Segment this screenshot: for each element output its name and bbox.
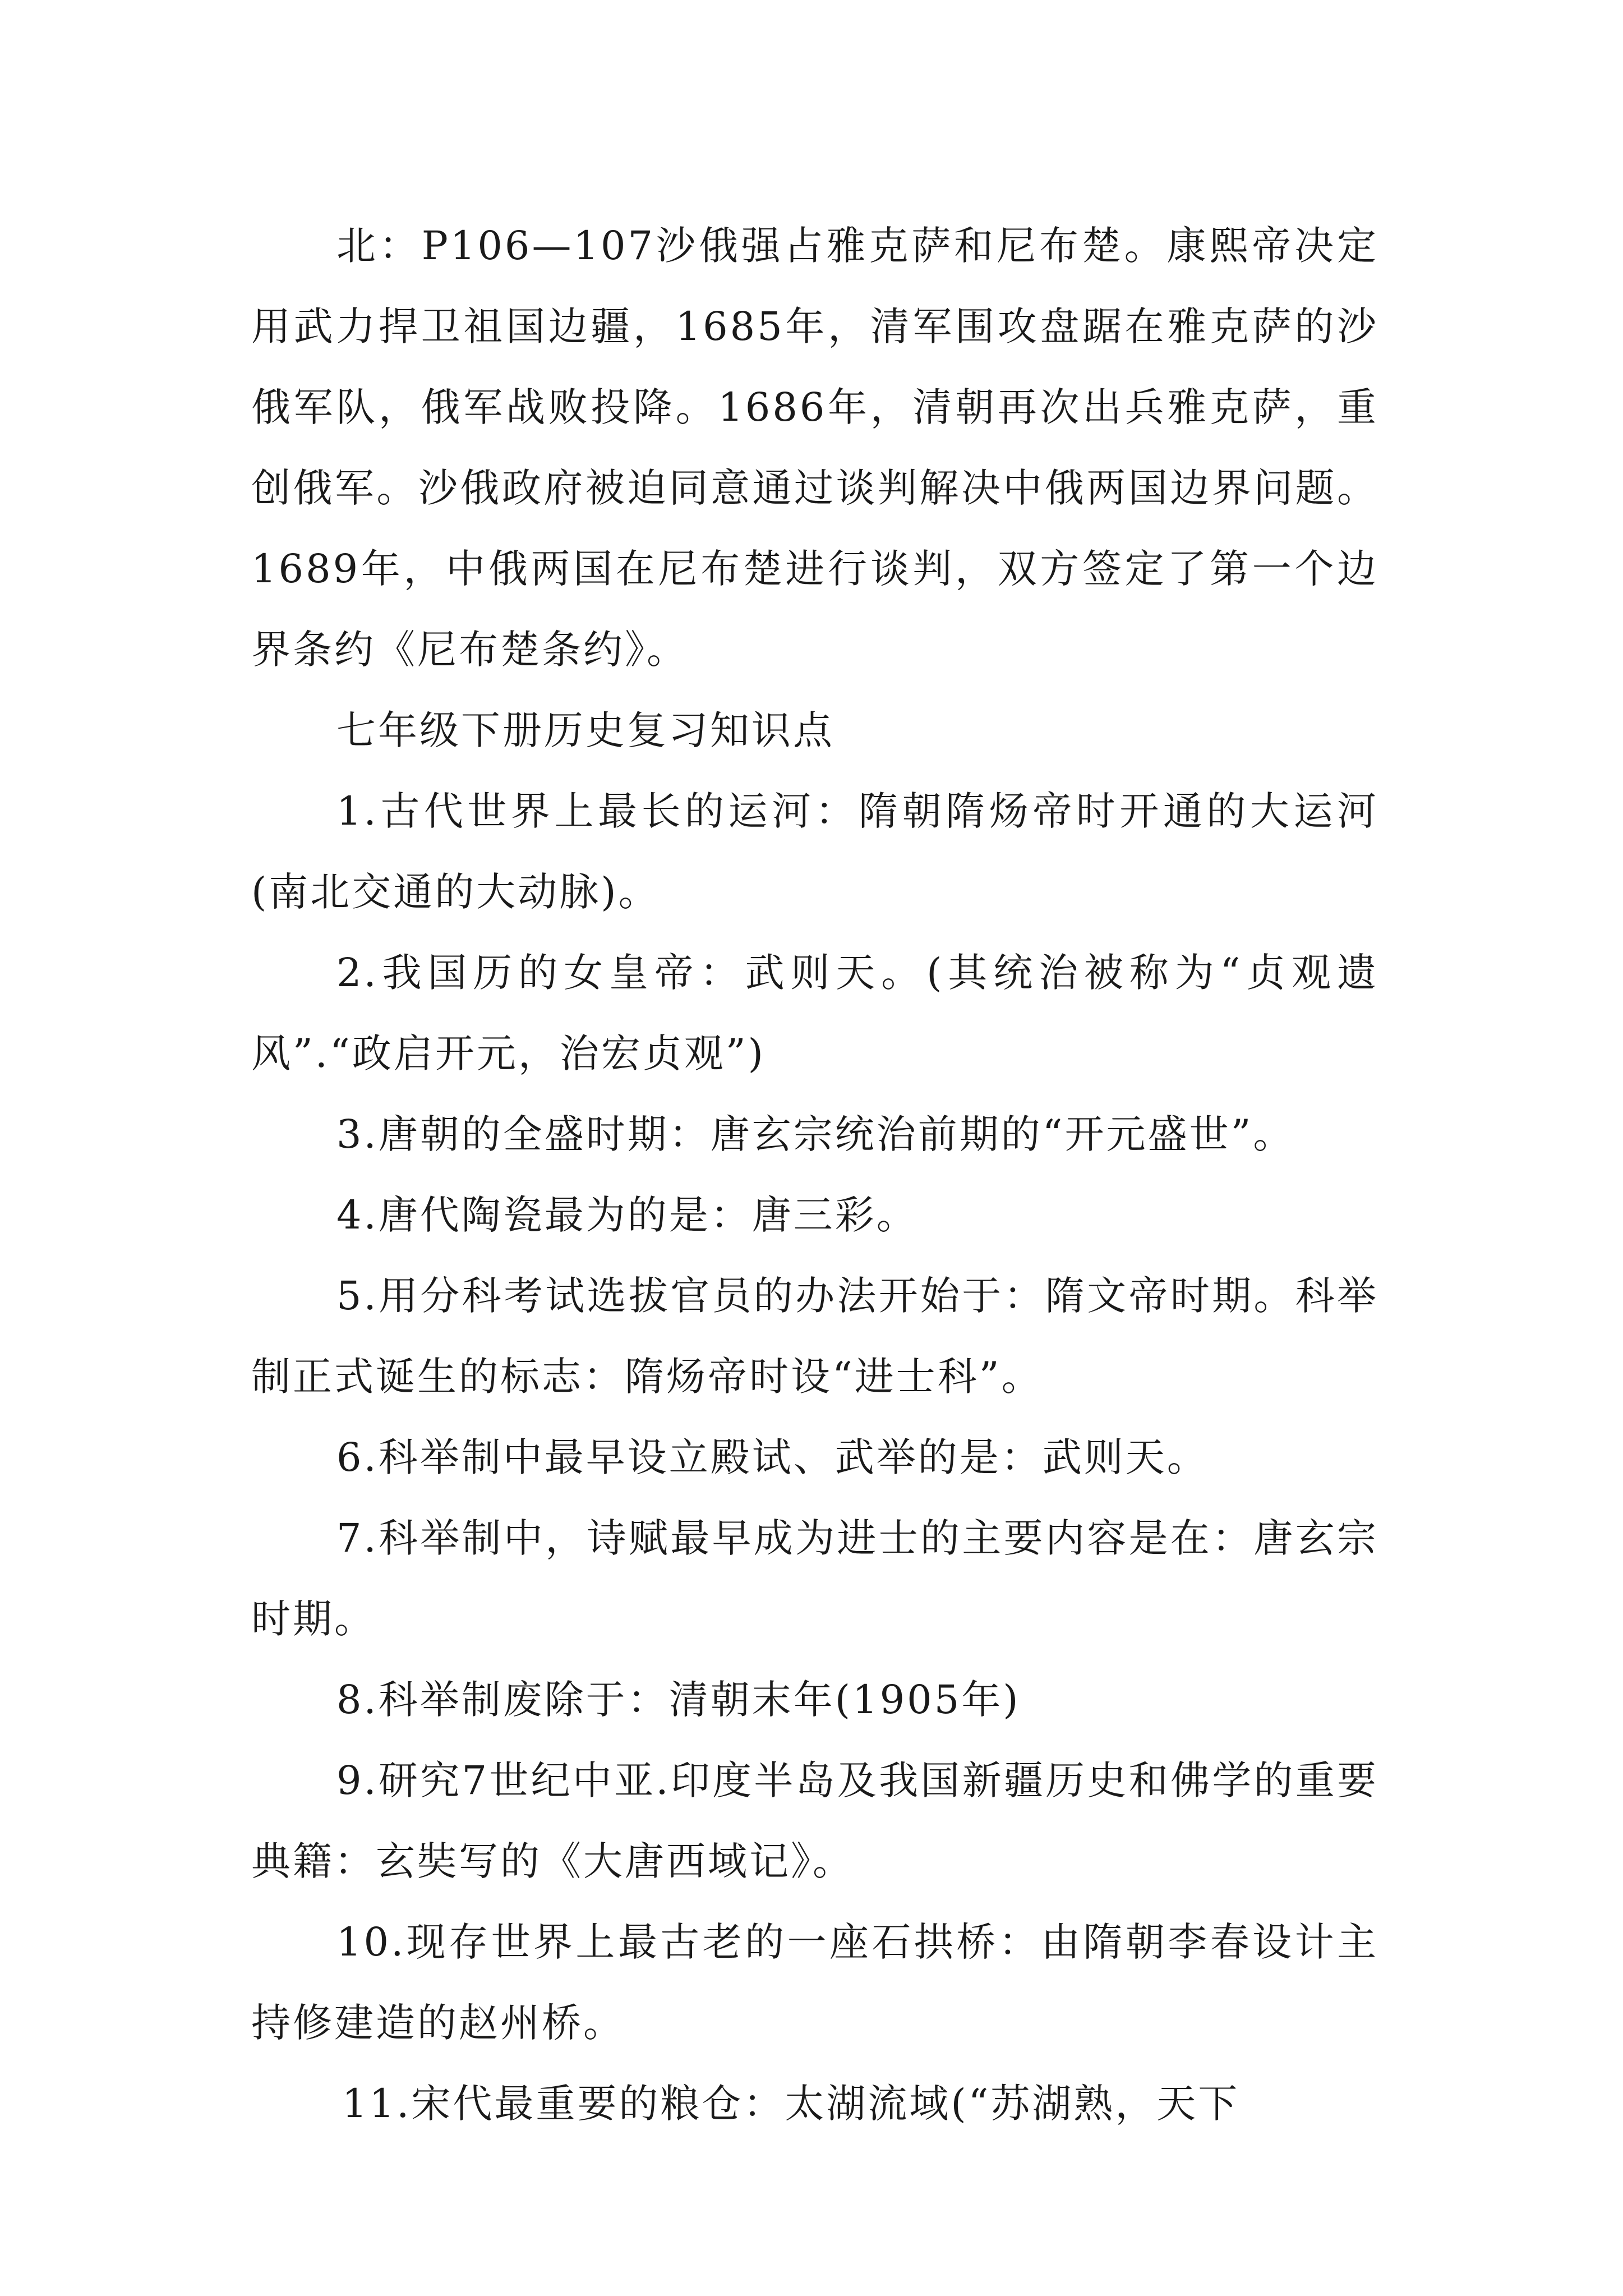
paragraph-nerchinsk-treaty: 北：P106—107沙俄强占雅克萨和尼布楚。康熙帝决定用武力捍卫祖国边疆，1685年，清军围攻盘踞在雅克萨的沙俄军队，俄军战败投降。1686年，清朝再次出兵雅克萨，重创俄军。沙俄政府被迫同意通过谈判解决中俄两国边界问题。1689年，中俄两国在尼布楚进行谈判，双方签定了第一个边界条约《尼布楚条约》。	[251, 223, 1378, 673]
knowledge-item-9: 9.研究7世纪中亚.印度半岛及我国新疆历史和佛学的重要典籍：玄奘写的《大唐西域记》。	[251, 1757, 1378, 1884]
knowledge-item-10: 10.现存世界上最古老的一座石拱桥：由隋朝李春设计主持修建造的赵州桥。	[251, 1919, 1378, 2046]
knowledge-item-1: 1.古代世界上最长的运河：隋朝隋炀帝时开通的大运河(南北交通的大动脉)。	[251, 788, 1378, 915]
knowledge-item-11: 11.宋代最重要的粮仓：太湖流域(“苏湖熟，天下	[342, 2081, 1240, 2127]
knowledge-item-3: 3.唐朝的全盛时期：唐玄宗统治前期的“开元盛世”。	[336, 1111, 1295, 1157]
knowledge-item-8: 8.科举制废除于：清朝末年(1905年)	[336, 1677, 1021, 1723]
section-heading: 七年级下册历史复习知识点	[336, 707, 834, 753]
knowledge-item-2: 2.我国历的女皇帝：武则天。(其统治被称为“贞观遗风”.“政启开元，治宏贞观”)	[251, 950, 1378, 1076]
document-body	[251, 205, 1378, 2144]
knowledge-item-7: 7.科举制中，诗赋最早成为进士的主要内容是在：唐玄宗时期。	[251, 1515, 1378, 1642]
knowledge-item-5: 5.用分科考试选拔官员的办法开始于：隋文帝时期。科举制正式诞生的标志：隋炀帝时设“进士科”。	[251, 1273, 1378, 1400]
knowledge-item-6: 6.科举制中最早设立殿试、武举的是：武则天。	[336, 1434, 1209, 1480]
knowledge-item-4: 4.唐代陶瓷最为的是：唐三彩。	[336, 1192, 918, 1238]
